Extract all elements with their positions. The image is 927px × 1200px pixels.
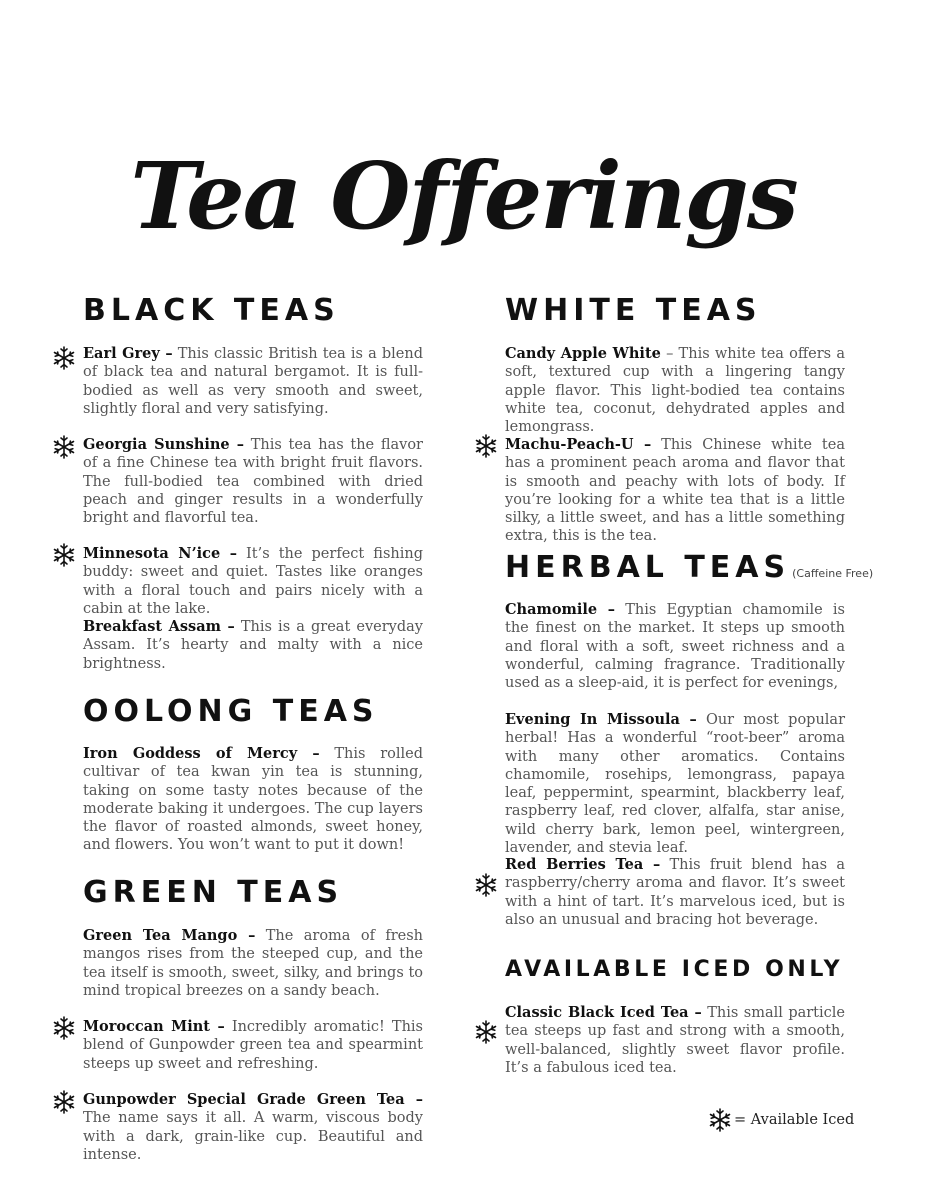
snowflake-icon [474,434,498,458]
tea-item-georgia-sunshine: Georgia Sunshine – This tea has the flavor of a fine Chinese tea with bright fruit flavors. The full-bodied tea combined with dried peach and ginger results in a wonderfully bright and flavorful tea. [83,436,423,527]
tea-item-evening-in-missoula: Evening In Missoula – Our most popular herbal! Has a wonderful “root-beer” aroma with many other aromatics. Contains chamomile, rosehips, lemongrass, papaya leaf, peppermint, spearmint, blackberry leaf, raspberry leaf, red clover, alfalfa, star anise, wild cherry bark, lemon peel, wintergreen, lavender, and stevia leaf. [505,711,846,857]
tea-item-machu-peach-u: Machu-Peach-U – This Chinese white tea has a prominent peach aroma and flavor that is smooth and peachy with lots of body. If you’re looking for a white tea that is a little silky, a little sweet, and has a little something extra, this is the tea. [505,436,845,545]
tea-item-breakfast-assam: Breakfast Assam – This is a great everyday Assam. It’s hearty and malty with a nice brightness. [83,618,423,672]
legend-label: = Available Iced [734,1112,855,1128]
tea-item-classic-black-iced: Classic Black Iced Tea – This small particle tea steeps up fast and strong with a smooth, well-balanced, slightly sweet flavor profile. It’s a fabulous iced tea. [505,1004,845,1076]
tea-item-green-tea-mango: Green Tea Mango – The aroma of fresh mangos rises from the steeped cup, and the tea itself is smooth, sweet, silky, and brings to mind tropical breezes on a sandy beach. [83,927,423,999]
snowflake-icon [52,543,76,567]
snowflake-icon [474,873,498,897]
oolong-teas-heading: OOLONG TEAS [83,694,379,729]
white-teas-heading: WHITE TEAS [505,293,762,328]
tea-item-earl-grey: Earl Grey – This classic British tea is a blend of black tea and natural bergamot. It is full-bodied as well as very smooth and sweet, slightly floral and very satisfying. [83,345,423,417]
herbal-teas-heading: HERBAL TEAS (Caffeine Free) [505,550,874,585]
snowflake-icon [52,1016,76,1040]
iced-legend [708,1107,854,1133]
tea-item-iron-goddess: Iron Goddess of Mercy – This rolled cultivar of tea kwan yin tea is stunning, taking on some tasty notes because of the moderate baking it undergoes. The cup layers the flavor of roasted almonds, sweet honey, and flowers. You won’t want to put it down! [83,745,423,854]
tea-item-moroccan-mint: Moroccan Mint – Incredibly aromatic! This blend of Gunpowder green tea and spearmint steeps up sweet and refreshing. [83,1018,423,1072]
black-teas-heading: BLACK TEAS [83,293,340,328]
snowflake-icon [52,435,76,459]
iced-only-heading: AVAILABLE ICED ONLY [505,957,844,982]
tea-item-gunpowder: Gunpowder Special Grade Green Tea – The name says it all. A warm, viscous body with a dark, grain-like cup. Beautiful and intense. [83,1091,423,1163]
tea-item-red-berries: Red Berries Tea – This fruit blend has a raspberry/cherry aroma and flavor. It’s sweet with a hint of tart. It’s marvelous iced, but is also an unusual and bracing hot beverage. [505,856,845,928]
snowflake-icon [474,1020,498,1044]
tea-item-minnesota-nice: Minnesota N’ice – It’s the perfect fishing buddy: sweet and quiet. Tastes like oranges with a floral touch and pairs nicely with a cabin at the lake. [83,545,424,617]
tea-item-chamomile: Chamomile – This Egyptian chamomile is the finest on the market. It steps up smooth and floral with a soft, sweet richness and a wonderful, calming fragrance. Traditionally used as a sleep-aid, it is perfect for evenings, [505,601,845,692]
snowflake-icon [708,1108,732,1132]
tea-item-candy-apple-white: Candy Apple White – This white tea offers a soft, textured cup with a lingering tangy apple flavor. This light-bodied tea contains white tea, coconut, dehydrated apples and lemongrass. [505,345,845,436]
caffeine-free-note: (Caffeine Free) [792,567,874,580]
page-title: Tea Offerings [130,142,797,250]
green-teas-heading: GREEN TEAS [83,875,344,910]
snowflake-icon [52,1090,76,1114]
snowflake-icon [52,346,76,370]
